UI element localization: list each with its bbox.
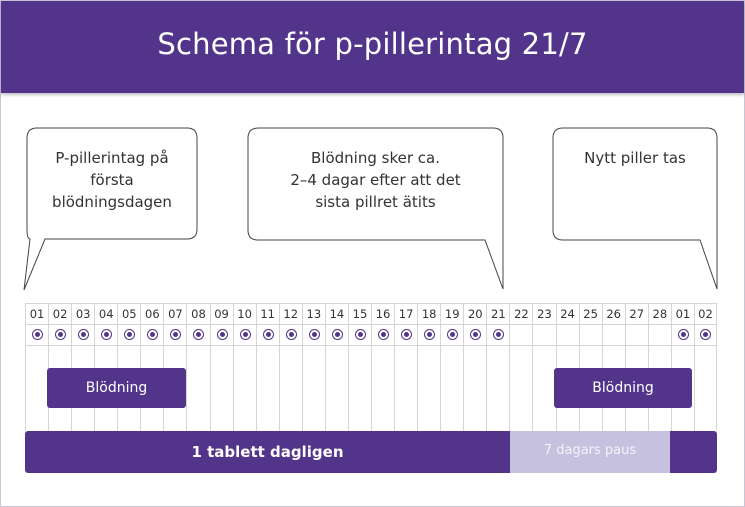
day-column [486,303,509,431]
day-column [579,303,602,431]
day-number: 04 [98,307,114,321]
day-number: 08 [191,307,206,321]
day-number: 28 [652,307,668,321]
day-column [348,303,371,431]
day-number: 24 [560,307,575,321]
pause-block: 7 dagars paus [510,431,670,473]
day-number: 02 [52,307,68,321]
day-column [556,303,579,431]
day-number: 25 [583,307,598,321]
pill-dot-icon [678,329,689,340]
pill-dot-icon [355,329,366,340]
day-number: 26 [606,307,621,321]
day-number: 22 [514,307,529,321]
bleeding-block-second: Blödning [554,368,692,408]
day-column [117,303,140,431]
bleeding-block-first: Blödning [47,368,186,408]
pill-dot-icon [447,329,458,340]
day-number: 09 [214,307,229,321]
day-number: 27 [629,307,645,321]
day-number: 21 [491,307,506,321]
day-column [71,303,94,431]
day-number: 23 [537,307,552,321]
day-column [532,303,555,431]
pill-intake-bar [25,431,717,473]
pill-dot-icon [217,329,228,340]
bubble-line: P-pillerintag på [55,149,169,167]
pill-dot-icon [124,329,135,340]
pill-dot-icon [263,329,274,340]
pill-dot-icon [424,329,435,340]
day-number: 07 [168,307,183,321]
pill-dot-icon [378,329,389,340]
day-column [325,303,348,431]
pill-dot-icon [240,329,251,340]
day-number: 02 [698,307,713,321]
pill-dot-icon [401,329,412,340]
page-title: Schema för p-pillerintag 21/7 [157,27,588,61]
grid-top-line [25,303,717,304]
bubble-line: 2–4 dagar efter att det [290,171,461,189]
day-column [440,303,463,431]
day-number: 03 [75,307,91,321]
day-number: 12 [283,307,299,321]
day-column [602,303,625,431]
pill-dot-icon [78,329,89,340]
day-column [302,303,325,431]
day-grid [25,303,717,431]
day-number: 20 [467,307,483,321]
day-number: 05 [121,307,137,321]
day-column [394,303,417,431]
pill-dot-icon [55,329,66,340]
pill-dot-icon [309,329,320,340]
bubble-line: Blödning sker ca. [311,149,440,167]
day-column [625,303,648,431]
bubble-new-pill-text [553,147,717,169]
day-number: 19 [444,307,460,321]
day-column [509,303,532,431]
pill-dot-icon [286,329,297,340]
bubble-first-day-text [27,147,197,213]
pill-dot-icon [32,329,43,340]
pill-dot-icon [101,329,112,340]
day-column [371,303,394,431]
day-column [210,303,233,431]
day-column [256,303,279,431]
bubble-line: sista pillret ätits [315,193,436,211]
day-number: 01 [29,307,45,321]
bubble-line: Nytt piller tas [584,149,686,167]
day-number: 14 [329,307,345,321]
day-number: 11 [260,307,275,321]
day-column [694,303,717,431]
pill-dot-icon [700,329,711,340]
day-column [279,303,302,431]
day-number: 06 [145,307,160,321]
grid-number-line [25,324,717,325]
day-number: 17 [398,307,414,321]
day-column [25,303,48,431]
daily-pill-label: 1 tablett dagligen [191,443,344,461]
pill-dot-icon [193,329,204,340]
day-column [94,303,117,431]
day-column [671,303,694,431]
day-column [233,303,256,431]
bubble-bleeding-text [248,147,503,213]
day-number: 01 [675,307,691,321]
pill-dot-icon [147,329,158,340]
day-number: 16 [375,307,391,321]
pill-dot-icon [470,329,481,340]
day-number: 18 [421,307,437,321]
pill-dot-icon [170,329,181,340]
day-column [140,303,163,431]
day-column [417,303,440,431]
pill-dot-icon [332,329,343,340]
day-number: 13 [306,307,322,321]
bubble-line: blödningsdagen [52,193,172,211]
day-column [48,303,71,431]
pill-dot-icon [493,329,504,340]
grid-dot-line [25,345,717,346]
day-number: 10 [237,307,252,321]
day-column [648,303,671,431]
bubble-line: första [90,171,134,189]
day-column [186,303,209,431]
day-number: 15 [352,307,368,321]
day-column [463,303,486,431]
day-column [163,303,186,431]
